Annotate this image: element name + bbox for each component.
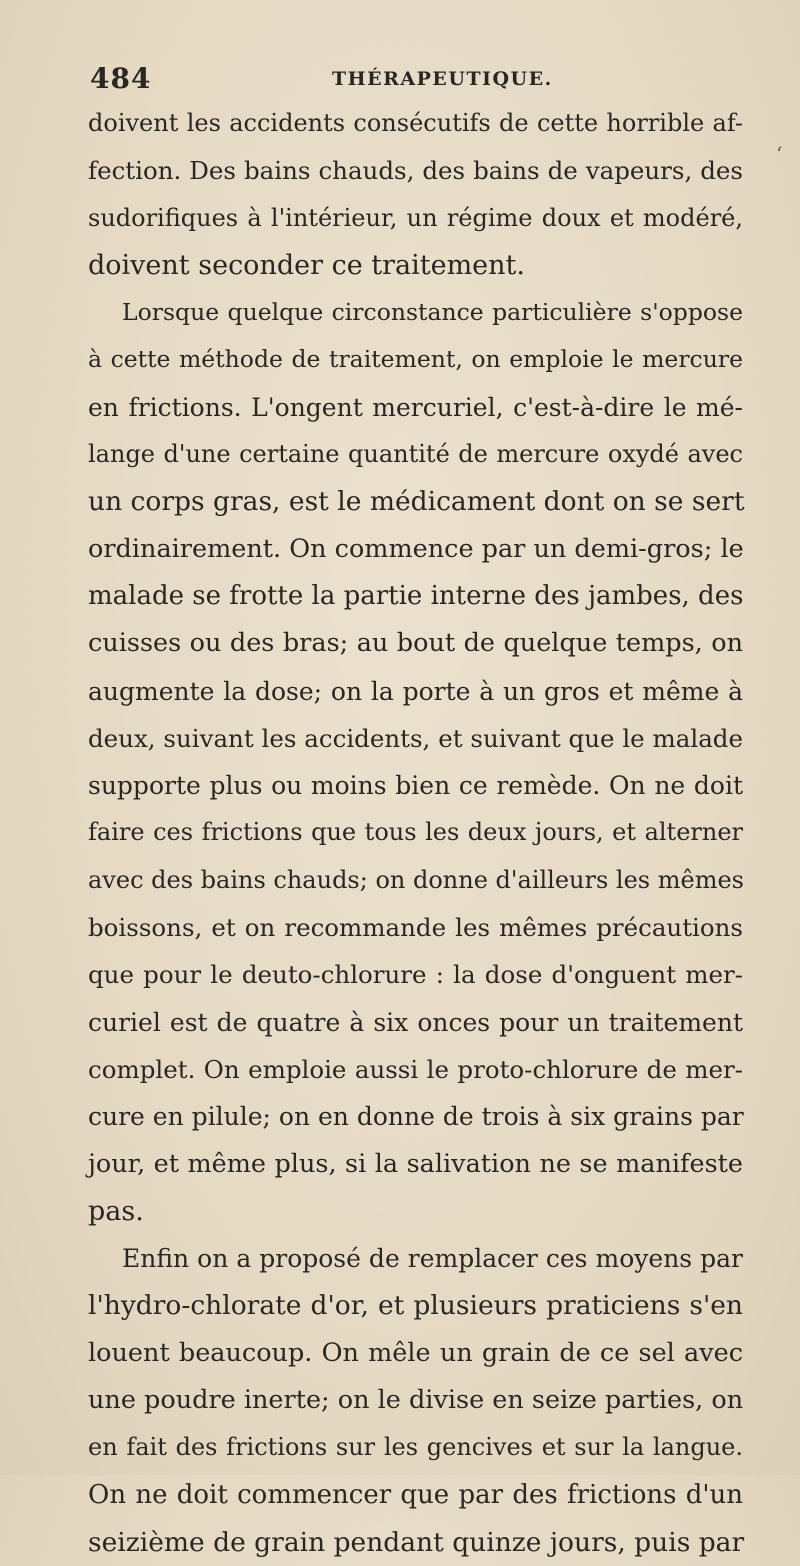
text-line: faire ces frictions que tous les deux jours, et alterner bbox=[88, 818, 743, 847]
text-line: doivent les accidents consécutifs de cette horrible af- bbox=[88, 109, 743, 137]
text-line: cure en pilule; on en donne de trois à six grains par bbox=[88, 1102, 744, 1132]
margin-speck: ʻ bbox=[776, 142, 783, 166]
text-line: avec des bains chauds; on donne d'ailleurs les mêmes bbox=[88, 865, 744, 894]
text-line: augmente la dose; on la porte à un gros et même à bbox=[88, 676, 743, 706]
page-header bbox=[90, 62, 710, 96]
text-line: pas. bbox=[88, 1195, 144, 1227]
text-line: supporte plus ou moins bien ce remède. On ne doit bbox=[88, 771, 743, 801]
text-line: complet. On emploie aussi le proto-chlorure de mer- bbox=[88, 1054, 743, 1084]
text-line: fection. Des bains chauds, des bains de vapeurs, des bbox=[88, 156, 743, 186]
text-line: seizième de grain pendant quinze jours, puis par bbox=[88, 1526, 745, 1558]
text-line: Lorsque quelque circonstance particulière s'oppose bbox=[122, 298, 743, 327]
text-line: à cette méthode de traitement, on emploie le mercure bbox=[88, 345, 743, 374]
text-line: un corps gras, est le médicament dont on se sert bbox=[88, 486, 745, 518]
page-number: 484 bbox=[90, 62, 152, 95]
text-line: en fait des frictions sur les gencives et sur la langue. bbox=[88, 1433, 743, 1462]
text-line: en frictions. L'ongent mercuriel, c'est-à-dire le mé- bbox=[88, 392, 743, 422]
text-line: On ne doit commencer que par des frictions d'un bbox=[88, 1479, 743, 1510]
running-head: THÉRAPEUTIQUE. bbox=[332, 68, 553, 90]
text-line: que pour le deuto-chlorure : la dose d'onguent mer- bbox=[88, 960, 743, 990]
text-line: une poudre inerte; on le divise en seize parties, on bbox=[88, 1385, 744, 1416]
text-line: doivent seconder ce traitement. bbox=[88, 249, 525, 281]
text-line: deux, suivant les accidents, et suivant que le malade bbox=[88, 723, 743, 753]
text-line: ordinairement. On commence par un demi-gros; le bbox=[88, 533, 744, 564]
text-line: louent beaucoup. On mêle un grain de ce sel avec bbox=[88, 1337, 743, 1368]
text-line: l'hydro-chlorate d'or, et plusieurs praticiens s'en bbox=[88, 1290, 743, 1322]
text-line: jour, et même plus, si la salivation ne se manifeste bbox=[88, 1148, 743, 1179]
text-line: Enfin on a proposé de remplacer ces moyens par bbox=[122, 1244, 743, 1274]
text-line: boissons, et on recommande les mêmes précautions bbox=[88, 913, 743, 943]
text-line: sudorifiques à l'intérieur, un régime doux et modéré, bbox=[88, 203, 743, 232]
text-line: curiel est de quatre à six onces pour un traitement bbox=[88, 1007, 743, 1037]
text-line: lange d'une certaine quantité de mercure oxydé avec bbox=[88, 440, 743, 469]
body-text bbox=[88, 100, 743, 1566]
text-line: malade se frotte la partie interne des jambes, des bbox=[88, 580, 744, 611]
text-line: cuisses ou des bras; au bout de quelque temps, on bbox=[88, 628, 743, 659]
